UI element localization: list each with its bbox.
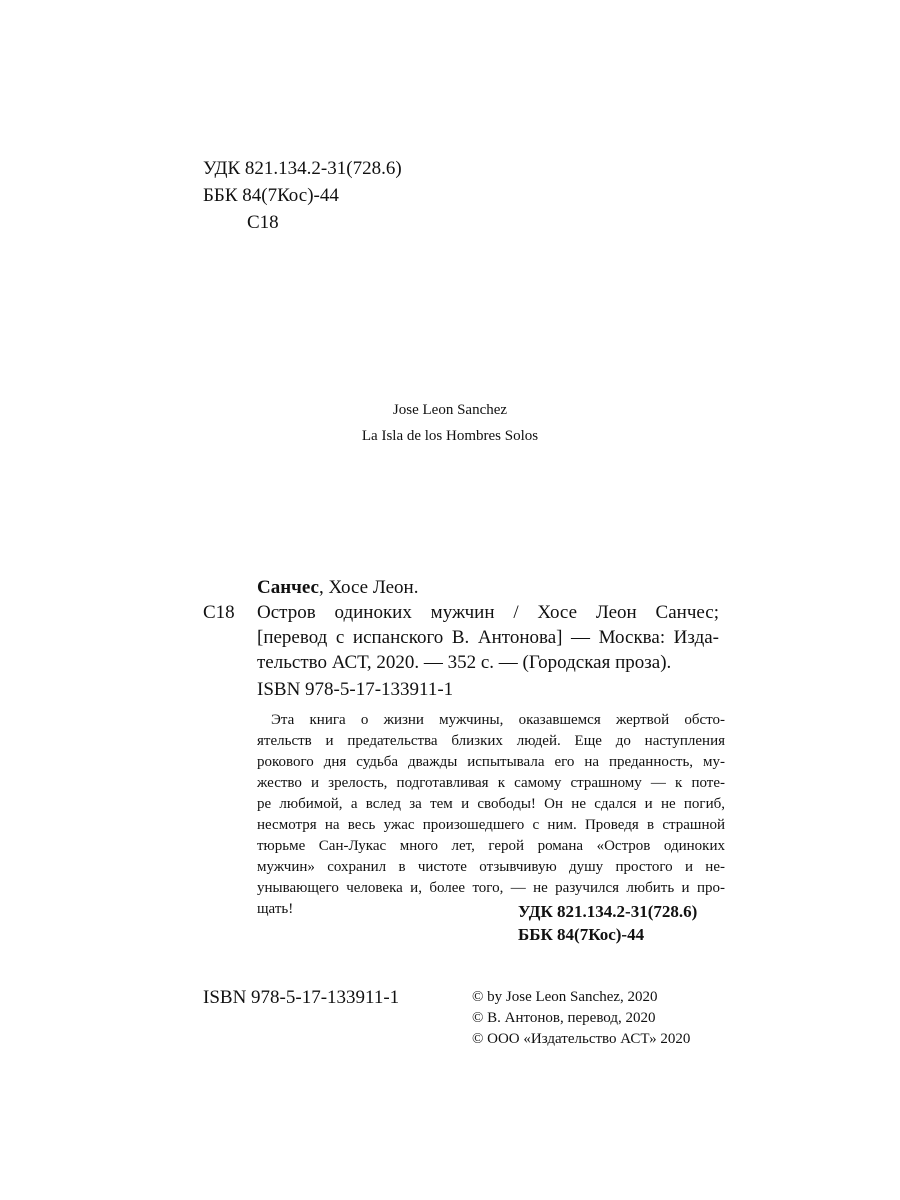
top-author-code: С18	[247, 212, 279, 233]
copyright-block	[472, 987, 690, 1050]
card-bbk: ББК 84(7Кос)-44	[518, 925, 645, 944]
original-title: La Isla de los Hombres Solos	[361, 428, 539, 444]
bottom-isbn: ISBN 978-5-17-133911-1	[203, 987, 400, 1008]
original-author: Jose Leon Sanchez	[392, 402, 508, 418]
card-description	[257, 600, 719, 675]
annotation	[257, 710, 725, 920]
copyright-line: © ООО «Издательство АСТ» 2020	[472, 1031, 691, 1047]
card-author-surname: Санчес	[257, 577, 319, 598]
annotation-line: тюрьме Сан-Лукас много лет, герой романа «Остров одиноких	[257, 838, 725, 854]
annotation-line: ре любимой, а вслед за тем и свободы! Он не сдался и не погиб,	[257, 796, 725, 812]
card-author-rest: , Хосе Леон.	[318, 577, 419, 598]
original-edition-block	[0, 397, 900, 449]
card-udk: УДК 821.134.2-31(728.6)	[518, 902, 698, 921]
copyright-line: © В. Антонов, перевод, 2020	[472, 1010, 656, 1026]
annotation-line: мужчин» сохранил в чистоте отзывчивую душу простого и не-	[257, 859, 725, 875]
annotation-line: унывающего человека и, более того, — не разучился любить и про-	[257, 880, 725, 896]
card-description-line: тельство АСТ, 2020. — 352 с. — (Городская проза).	[257, 652, 672, 673]
top-bbk: ББК 84(7Кос)-44	[203, 185, 339, 206]
card-classification	[518, 900, 697, 946]
annotation-line: ятельств и предательства близких людей. Еще до наступления	[257, 733, 725, 749]
card-isbn: ISBN 978-5-17-133911-1	[257, 679, 454, 700]
annotation-line: жество и зрелость, подготавливая к самому страшному — к поте-	[257, 775, 725, 791]
copyright-line: © by Jose Leon Sanchez, 2020	[472, 989, 658, 1005]
top-classification-block	[203, 155, 402, 236]
annotation-line: несмотря на весь ужас произошедшего с ним. Проведя в страшной	[257, 817, 725, 833]
top-udk: УДК 821.134.2-31(728.6)	[203, 158, 402, 179]
card-author-heading	[257, 575, 418, 600]
annotation-line: Эта книга о жизни мужчины, оказавшемся жертвой обсто-	[271, 712, 725, 728]
annotation-line: щать!	[257, 901, 294, 917]
card-description-line: [перевод с испанского В. Антонова] — Москва: Изда-	[257, 627, 719, 648]
card-description-line: Остров одиноких мужчин / Хосе Леон Санчес;	[257, 602, 719, 623]
card-author-code: С18	[203, 602, 235, 623]
annotation-line: рокового дня судьба дважды испытывала его на преданность, му-	[257, 754, 725, 770]
